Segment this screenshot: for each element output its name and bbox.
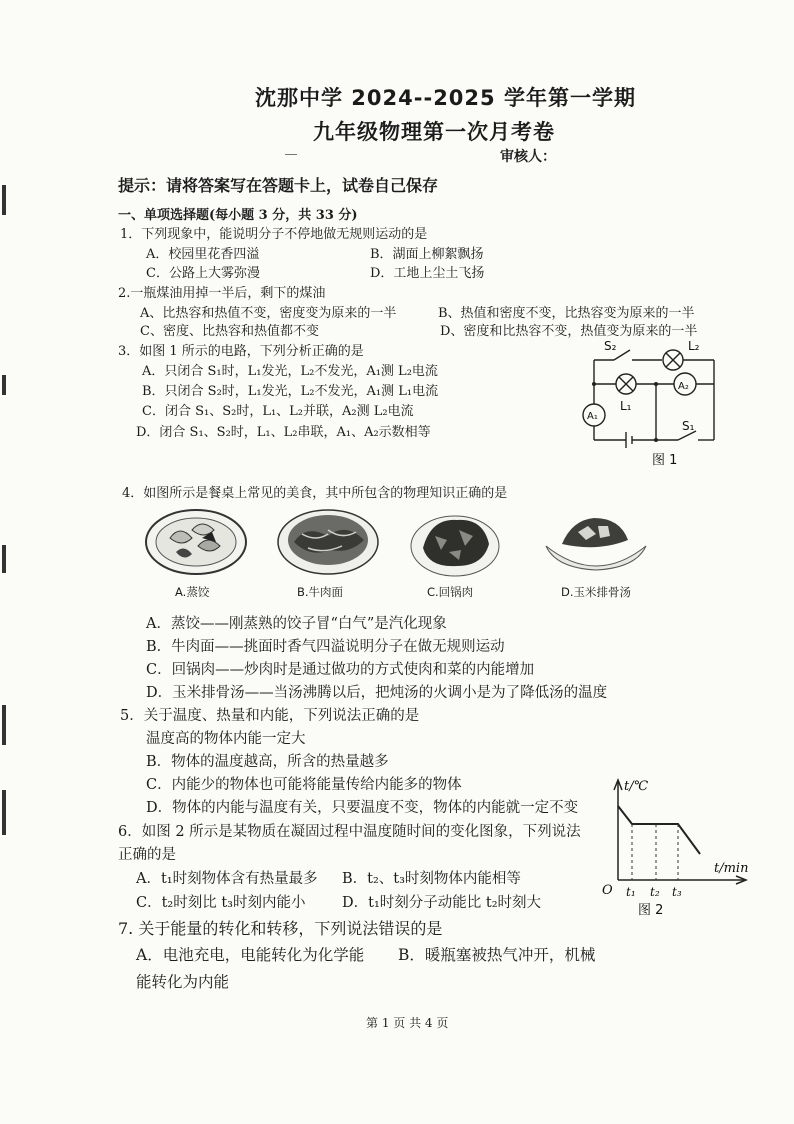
q2-option-a: A、比热容和热值不变，密度变为原来的一半 xyxy=(140,306,397,321)
q1-stem: 1．下列现象中，能说明分子不停地做无规则运动的是 xyxy=(120,227,428,242)
underline-mark xyxy=(285,154,297,155)
q2-stem: 2.一瓶煤油用掉一半后，剩下的煤油 xyxy=(118,286,326,301)
q1-option-b: B．湖面上柳絮飘扬 xyxy=(370,247,484,262)
q5-stem: 5．关于温度、热量和内能，下列说法正确的是 xyxy=(120,708,420,724)
exam-title: 沈那中学 2024--2025 学年第一学期 xyxy=(255,86,636,110)
q6-stem-line2: 正确的是 xyxy=(118,847,176,863)
q5-option-c: C．内能少的物体也可能将能量传给内能多的物体 xyxy=(146,777,462,793)
origin-label: O xyxy=(602,883,613,898)
x-axis-label: t/min xyxy=(714,861,749,876)
tick-t2: t₂ xyxy=(650,885,660,899)
binding-mark xyxy=(2,185,6,215)
q3-option-d: D．闭合 S₁、S₂时，L₁、L₂串联，A₁、A₂示数相等 xyxy=(136,425,431,440)
q5-option-a: 温度高的物体内能一定大 xyxy=(146,731,306,747)
q6-option-d: D．t₁时刻分子动能比 t₂时刻大 xyxy=(342,895,542,911)
q1-option-a: A．校园里花香四溢 xyxy=(146,247,260,262)
q1-option-c: C．公路上大雾弥漫 xyxy=(146,266,260,281)
q7-option-b: B．暖瓶塞被热气冲开，机械 xyxy=(398,946,596,964)
label-L2: L₂ xyxy=(688,339,700,353)
q7-stem: 7. 关于能量的转化和转移，下列说法错误的是 xyxy=(118,919,443,938)
q4-option-b: B．牛肉面——挑面时香气四溢说明分子在做无规则运动 xyxy=(146,639,505,655)
q4-option-d: D．玉米排骨汤——当汤沸腾以后，把炖汤的火调小是为了降低汤的温度 xyxy=(146,685,608,701)
figure2-graph xyxy=(598,768,760,920)
tick-t3: t₃ xyxy=(672,885,682,899)
tick-t1: t₁ xyxy=(626,885,636,899)
reviewer-label: 审核人： xyxy=(500,149,556,165)
page-number: 第 1 页 共 4 页 xyxy=(366,1016,449,1030)
q2-option-c: C、密度、比热容和热值都不变 xyxy=(140,324,319,339)
section-heading: 一、单项选择题(每小题 3 分，共 33 分) xyxy=(118,208,358,223)
caption-a: A.蒸饺 xyxy=(175,585,210,599)
caption-d: D.玉米排骨汤 xyxy=(561,585,632,599)
label-A1: A₁ xyxy=(587,411,598,422)
food-photo-beef-noodles xyxy=(272,500,384,582)
q4-stem: 4．如图所示是餐桌上常见的美食，其中所包含的物理知识正确的是 xyxy=(122,486,508,501)
q3-option-a: A．只闭合 S₁时，L₁发光，L₂不发光，A₁测 L₂电流 xyxy=(142,364,438,379)
q2-option-b: B、热值和密度不变，比热容变为原来的一半 xyxy=(438,306,695,321)
food-photo-dumplings xyxy=(140,500,252,582)
q1-option-d: D．工地上尘土飞扬 xyxy=(370,266,485,281)
figure1-caption: 图 1 xyxy=(652,453,678,468)
label-S2: S₂ xyxy=(604,339,617,353)
q6-stem-line1: 6．如图 2 所示是某物质在凝固过程中温度随时间的变化图象，下列说法 xyxy=(118,824,581,840)
q5-option-b: B．物体的温度越高，所含的热量越多 xyxy=(146,754,389,770)
food-photo-corn-rib-soup xyxy=(540,506,652,582)
q4-option-a: A．蒸饺——刚蒸熟的饺子冒“白气”是汽化现象 xyxy=(146,616,447,632)
label-S1: S₁ xyxy=(682,419,695,433)
q3-option-c: C．闭合 S₁、S₂时，L₁、L₂并联，A₂测 L₂电流 xyxy=(142,404,414,419)
binding-mark xyxy=(2,545,6,573)
y-axis-label: t/℃ xyxy=(624,779,649,794)
q2-option-d: D、密度和比热容不变，热值变为原来的一半 xyxy=(440,324,698,339)
q7-option-a: A．电池充电，电能转化为化学能 xyxy=(136,946,365,964)
caption-c: C.回锅肉 xyxy=(427,585,474,599)
q5-option-d: D．物体的内能与温度有关，只要温度不变，物体的内能就一定不变 xyxy=(146,800,579,816)
q3-stem: 3．如图 1 所示的电路，下列分析正确的是 xyxy=(118,344,364,359)
caption-b: B.牛肉面 xyxy=(297,585,344,599)
binding-mark xyxy=(2,790,6,835)
figure2-caption: 图 2 xyxy=(638,903,664,918)
exam-subtitle: 九年级物理第一次月考卷 xyxy=(313,120,555,144)
q4-option-c: C．回锅肉——炒肉时是通过做功的方式使肉和菜的内能增加 xyxy=(146,662,535,678)
q6-option-c: C．t₂时刻比 t₃时刻内能小 xyxy=(136,895,306,911)
q6-option-a: A．t₁时刻物体含有热量最多 xyxy=(136,871,318,887)
q7-option-b-continued: 能转化为内能 xyxy=(136,973,230,991)
q3-option-b: B．只闭合 S₂时，L₁发光，L₂不发光，A₁测 L₁电流 xyxy=(142,384,439,399)
exam-hint: 提示：请将答案写在答题卡上，试卷自己保存 xyxy=(118,176,439,195)
q6-option-b: B．t₂、t₃时刻物体内能相等 xyxy=(342,871,521,887)
figure1-circuit xyxy=(574,336,730,472)
label-A2: A₂ xyxy=(678,381,689,392)
food-photo-twice-cooked-pork xyxy=(405,502,505,582)
label-L1: L₁ xyxy=(620,399,632,413)
binding-mark xyxy=(2,705,6,745)
binding-mark xyxy=(2,375,6,395)
